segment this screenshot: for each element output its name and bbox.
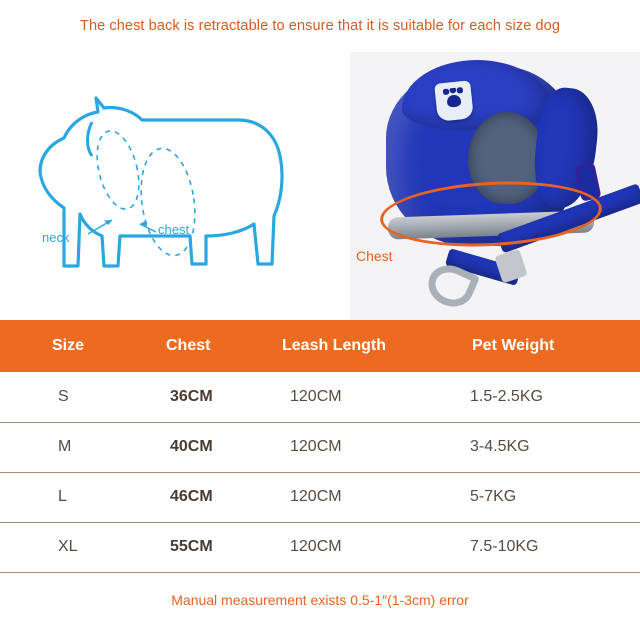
table-row bbox=[0, 522, 640, 572]
chest-caption: Chest bbox=[356, 248, 393, 264]
table-row bbox=[0, 472, 640, 522]
product-photo bbox=[350, 52, 640, 320]
table-header-row bbox=[0, 320, 640, 372]
column-header-size: Size bbox=[0, 320, 124, 372]
cell-leash-length: 120CM bbox=[264, 522, 454, 572]
cell-chest: 46CM bbox=[124, 472, 264, 522]
cell-leash-length: 120CM bbox=[264, 472, 454, 522]
illustration-band bbox=[0, 52, 640, 320]
paw-patch-icon bbox=[434, 80, 474, 122]
dog-measurement-diagram bbox=[0, 52, 350, 320]
cell-size: S bbox=[0, 372, 124, 422]
measurement-footnote: Manual measurement exists 0.5-1″(1-3cm) error bbox=[171, 592, 469, 608]
table-row bbox=[0, 372, 640, 422]
cell-pet-weight: 1.5-2.5KG bbox=[454, 372, 640, 422]
cell-leash-length: 120CM bbox=[264, 422, 454, 472]
cell-size: XL bbox=[0, 522, 124, 572]
neck-label: neck bbox=[42, 230, 70, 245]
cell-pet-weight: 7.5-10KG bbox=[454, 522, 640, 572]
cell-pet-weight: 5-7KG bbox=[454, 472, 640, 522]
dog-outline-icon bbox=[0, 52, 350, 320]
cell-size: M bbox=[0, 422, 124, 472]
cell-chest: 40CM bbox=[124, 422, 264, 472]
column-header-pet-weight: Pet Weight bbox=[454, 320, 640, 372]
column-header-leash-length: Leash Length bbox=[264, 320, 454, 372]
size-table bbox=[0, 320, 640, 573]
cell-leash-length: 120CM bbox=[264, 372, 454, 422]
cell-pet-weight: 3-4.5KG bbox=[454, 422, 640, 472]
cell-size: L bbox=[0, 472, 124, 522]
chest-label: chest bbox=[158, 222, 190, 237]
table-row bbox=[0, 422, 640, 472]
harness-top-panel bbox=[402, 60, 552, 130]
cell-chest: 55CM bbox=[124, 522, 264, 572]
column-header-chest: Chest bbox=[124, 320, 264, 372]
cell-chest: 36CM bbox=[124, 372, 264, 422]
page-title: The chest back is retractable to ensure that it is suitable for each size dog bbox=[79, 18, 560, 34]
